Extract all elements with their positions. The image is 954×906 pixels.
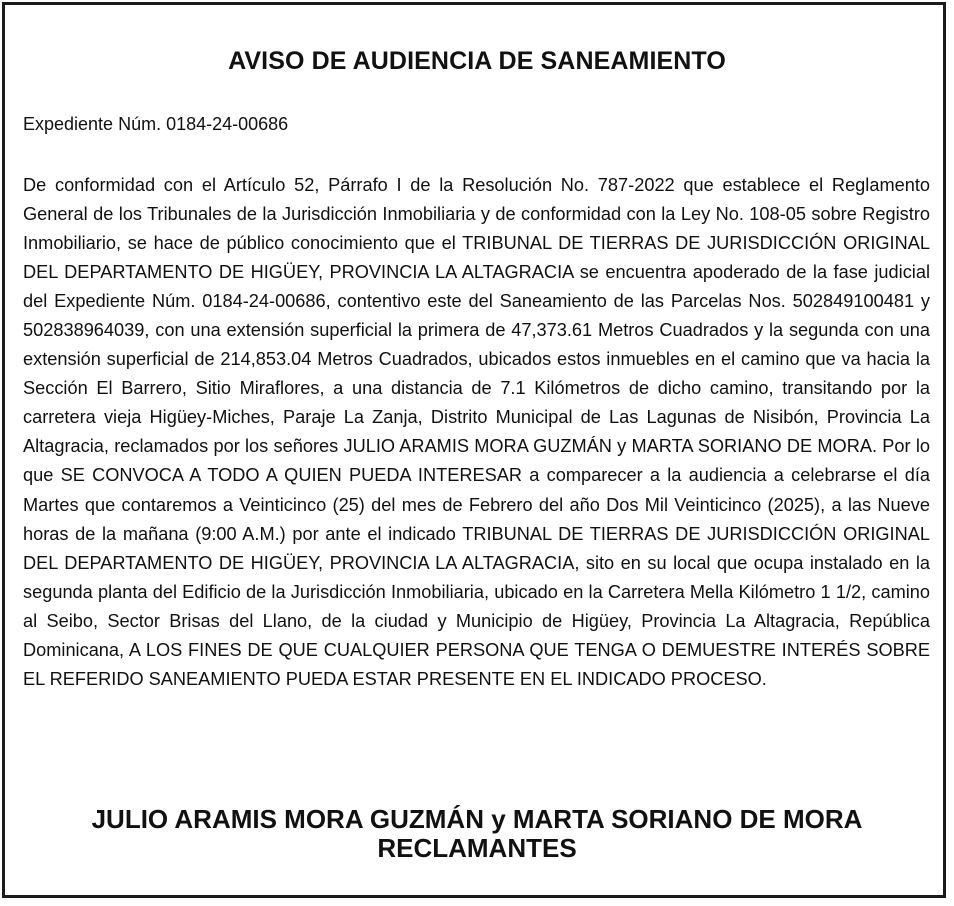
case-number: Expediente Núm. 0184-24-00686	[23, 114, 289, 134]
claimant-role: RECLAMANTES	[377, 833, 577, 863]
notice-body: De conformidad con el Artículo 52, Párrafo I de la Resolución No. 787-2022 que establece el Reglamento General de los Tribunales de la Jurisdicción Inmobiliaria y de conformidad con la Ley No. 108-05 sobre Registro Inmobiliario, se hace de público conocimiento que el TRIBUNAL DE TIERRAS DE JURISDICCIÓN ORIGINAL DEL DEPARTAMENTO DE HIGÜEY, PROVINCIA LA ALTAGRACIA se encuentra apoderado de la fase judicial del Expediente Núm. 0184-24-00686, contentivo este del Saneamiento de las Parcelas Nos. 502849100481 y 502838964039, con una extensión superficial la primera de 47,373.61 Metros Cuadrados y la segunda con una extensión superficial de 214,853.04 Metros Cuadrados, ubicados estos inmuebles en el camino que va hacia la Sección El Barrero, Sitio Miraflores, a una distancia de 7.1 Kilómetros de dicho camino, transitando por la carretera vieja Higüey-Miches, Paraje La Zanja, Distrito Municipal de Las Lagunas de Nisibón, Provincia La Altagracia, reclamados por los señores JULIO ARAMIS MORA GUZMÁN y MARTA SORIANO DE MORA. Por lo que SE CONVOCA A TODO A QUIEN PUEDA INTERESAR a comparecer a la audiencia a celebrarse el día Martes que contaremos a Veinticinco (25) del mes de Febrero del año Dos Mil Veinticinco (2025), a las Nueve horas de la mañana (9:00 A.M.) por ante el indicado TRIBUNAL DE TIERRAS DE JURISDICCIÓN ORIGINAL DEL DEPARTAMENTO DE HIGÜEY, PROVINCIA LA ALTAGRACIA, sito en su local que ocupa instalado en la segunda planta del Edificio de la Jurisdicción Inmobiliaria, ubicado en la Carretera Mella Kilómetro 1 1/2, camino al Seibo, Sector Brisas del Llano, de la ciudad y Municipio de Higüey, Provincia La Altagracia, República Dominicana, A LOS FINES DE QUE CUALQUIER PERSONA QUE TENGA O DEMUESTRE INTERÉS SOBRE EL REFERIDO SANEAMIENTO PUEDA ESTAR PRESENTE EN EL INDICADO PROCESO.	[23, 175, 930, 689]
signature-block	[5, 805, 949, 863]
notice-border	[2, 2, 946, 898]
claimant-names: JULIO ARAMIS MORA GUZMÁN y MARTA SORIANO DE MORA	[91, 804, 863, 834]
notice-title: AVISO DE AUDIENCIA DE SANEAMIENTO	[228, 47, 726, 75]
